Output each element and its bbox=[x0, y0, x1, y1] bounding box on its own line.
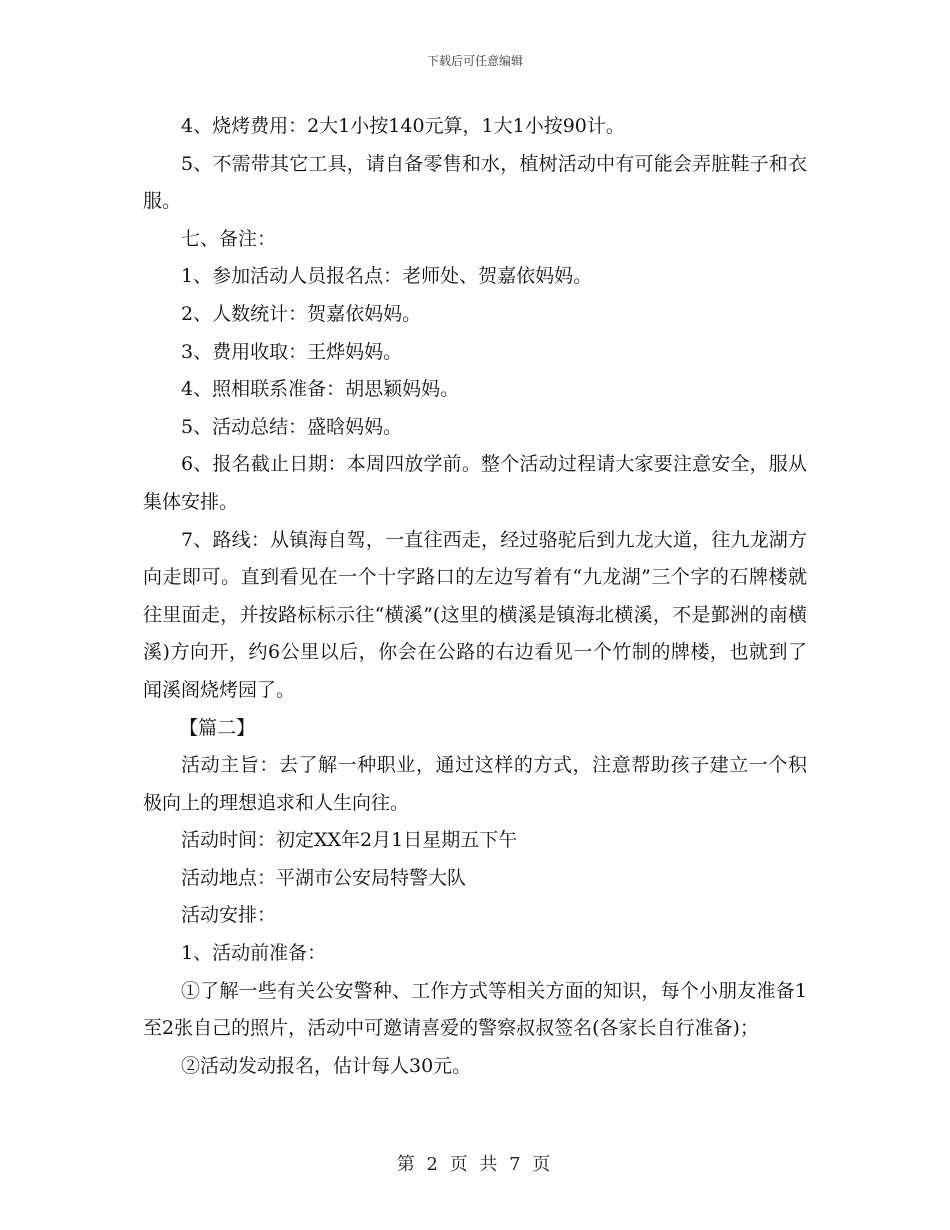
paragraph-supplies: 5、不需带其它工具，请自备零售和水，植树活动中有可能会弄脏鞋子和衣服。 bbox=[143, 152, 807, 213]
paragraph-preparation: 1、活动前准备： bbox=[181, 942, 327, 965]
section-heading-notes: 七、备注： bbox=[181, 227, 277, 250]
paragraph-route: 7、路线：从镇海自驾，一直往西走，经过骆驼后到九龙大道，往九龙湖方向走即可。直到看见在一个十字路口的左边写着有“九龙湖”三个字的石牌楼就往里面走，并按路标标示往“横溪”(这里的横溪是镇海北横溪，不是鄞洲的南横溪)方向开，约6公里以后，你会在公路的右边看见一个竹制的牌楼，也就到了闻溪阁烧烤园了。 bbox=[143, 528, 807, 701]
paragraph-summary: 5、活动总结：盛晗妈妈。 bbox=[181, 415, 403, 438]
page-header: 下载后可任意编辑 bbox=[426, 54, 523, 68]
paragraph-photo-contact: 4、照相联系准备：胡思颖妈妈。 bbox=[181, 378, 460, 401]
paragraph-prep-item-1: ①了解一些有关公安警种、工作方式等相关方面的知识，每个小朋友准备1至2张自己的照片，活动中可邀请喜爱的警察叔叔签名(各家长自行准备)； bbox=[143, 979, 807, 1040]
paragraph-headcount: 2、人数统计：贺嘉依妈妈。 bbox=[181, 302, 422, 325]
paragraph-arrangement: 活动安排： bbox=[181, 904, 277, 927]
document-body bbox=[143, 108, 807, 1085]
paragraph-bbq-fee: 4、烧烤费用：2大1小按140元算，1大1小按90计。 bbox=[181, 115, 625, 137]
paragraph-fee-collection: 3、费用收取：王烨妈妈。 bbox=[181, 340, 403, 363]
paragraph-purpose: 活动主旨：去了解一种职业，通过这样的方式，注意帮助孩子建立一个积极向上的理想追求和人生向往。 bbox=[143, 754, 807, 814]
page-footer: 第 2 页 共 7 页 bbox=[396, 1154, 554, 1175]
paragraph-prep-item-2: ②活动发动报名，估计每人30元。 bbox=[181, 1054, 472, 1077]
paragraph-location: 活动地点：平湖市公安局特警大队 bbox=[181, 866, 467, 889]
section-heading-part-two: 【篇二】 bbox=[179, 716, 256, 739]
paragraph-signup-point: 1、参加活动人员报名点：老师处、贺嘉依妈妈。 bbox=[181, 265, 593, 288]
paragraph-deadline: 6、报名截止日期：本周四放学前。整个活动过程请大家要注意安全，服从集体安排。 bbox=[143, 453, 807, 513]
paragraph-time: 活动时间：初定XX年2月1日星期五下午 bbox=[181, 829, 518, 852]
